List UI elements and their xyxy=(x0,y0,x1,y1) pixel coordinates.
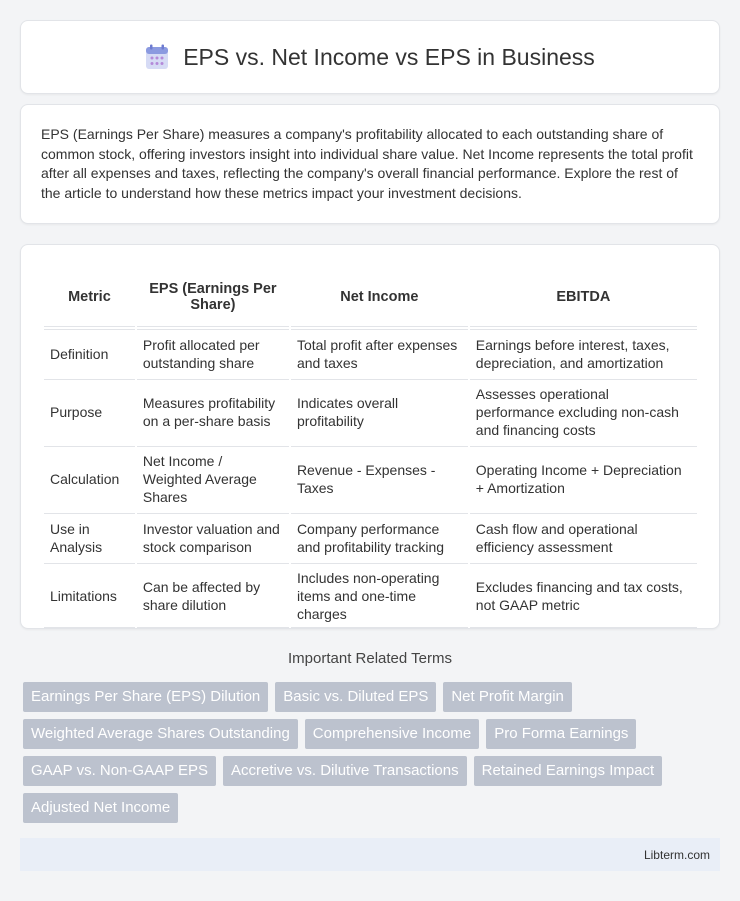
related-term-tag[interactable]: Earnings Per Share (EPS) Dilution xyxy=(23,682,268,712)
table-row xyxy=(44,563,697,628)
page-title: EPS vs. Net Income vs EPS in Business xyxy=(183,43,595,70)
footer xyxy=(20,838,720,871)
table-cell: Earnings before interest, taxes, depreciation, and amortization xyxy=(470,329,697,377)
title-wrap xyxy=(145,44,595,71)
table-cell: Revenue - Expenses - Taxes xyxy=(291,446,468,511)
related-term-tag[interactable]: Pro Forma Earnings xyxy=(486,719,636,749)
column-header: EBITDA xyxy=(470,267,697,327)
table-cell: Total profit after expenses and taxes xyxy=(291,329,468,377)
calendar-icon xyxy=(145,44,169,70)
header-card xyxy=(20,20,720,94)
table-cell: Measures profitability on a per-share basis xyxy=(137,379,289,444)
related-term-tag[interactable]: Basic vs. Diluted EPS xyxy=(275,682,436,712)
table-cell: Cash flow and operational efficiency assessment xyxy=(470,513,697,561)
table-cell: Company performance and profitability tracking xyxy=(291,513,468,561)
table-cell: Profit allocated per outstanding share xyxy=(137,329,289,377)
table-row xyxy=(44,329,697,377)
table-cell: Investor valuation and stock comparison xyxy=(137,513,289,561)
table-cell: Includes non-operating items and one-time charges xyxy=(291,563,468,628)
table-cell: Can be affected by share dilution xyxy=(137,563,289,628)
column-header: Net Income xyxy=(291,267,468,327)
related-term-tag[interactable]: Accretive vs. Dilutive Transactions xyxy=(223,756,467,786)
table-cell: Assesses operational performance excluding non-cash and financing costs xyxy=(470,379,697,444)
table-cell: Definition xyxy=(44,329,135,377)
table-cell: Calculation xyxy=(44,446,135,511)
related-term-tag[interactable]: Comprehensive Income xyxy=(305,719,479,749)
related-terms-list xyxy=(23,682,723,823)
related-term-tag[interactable]: GAAP vs. Non-GAAP EPS xyxy=(23,756,216,786)
table-row xyxy=(44,446,697,511)
related-terms-title: Important Related Terms xyxy=(288,650,452,667)
table-cell: Limitations xyxy=(44,563,135,628)
table-cell: Indicates overall profitability xyxy=(291,379,468,444)
table-cell: Operating Income + Depreciation + Amortization xyxy=(470,446,697,511)
footer-site-link[interactable]: Libterm.com xyxy=(643,847,710,862)
related-term-tag[interactable]: Net Profit Margin xyxy=(443,682,572,712)
column-header: EPS (Earnings Per Share) xyxy=(137,267,289,327)
intro-card xyxy=(20,104,720,224)
table-row xyxy=(44,513,697,561)
table-row xyxy=(44,379,697,444)
related-term-tag[interactable]: Retained Earnings Impact xyxy=(474,756,663,786)
comparison-table-card xyxy=(20,244,720,629)
related-term-tag[interactable]: Adjusted Net Income xyxy=(23,793,178,823)
table-cell: Excludes financing and tax costs, not GAAP metric xyxy=(470,563,697,628)
table-cell: Purpose xyxy=(44,379,135,444)
intro-paragraph: EPS (Earnings Per Share) measures a company's profitability allocated to each outstanding share of common stock, offering investors insight into individual share value. Net Income represents the total profit after all expenses and taxes, reflecting the company's overall financial performance. Explore the rest of the article to understand how these metrics impact your investment decisions. xyxy=(41,126,693,201)
table-header-row xyxy=(44,267,697,327)
table-cell: Net Income / Weighted Average Shares xyxy=(137,446,289,511)
column-header: Metric xyxy=(44,267,135,327)
comparison-table xyxy=(42,265,699,630)
table-cell: Use in Analysis xyxy=(44,513,135,561)
related-term-tag[interactable]: Weighted Average Shares Outstanding xyxy=(23,719,298,749)
